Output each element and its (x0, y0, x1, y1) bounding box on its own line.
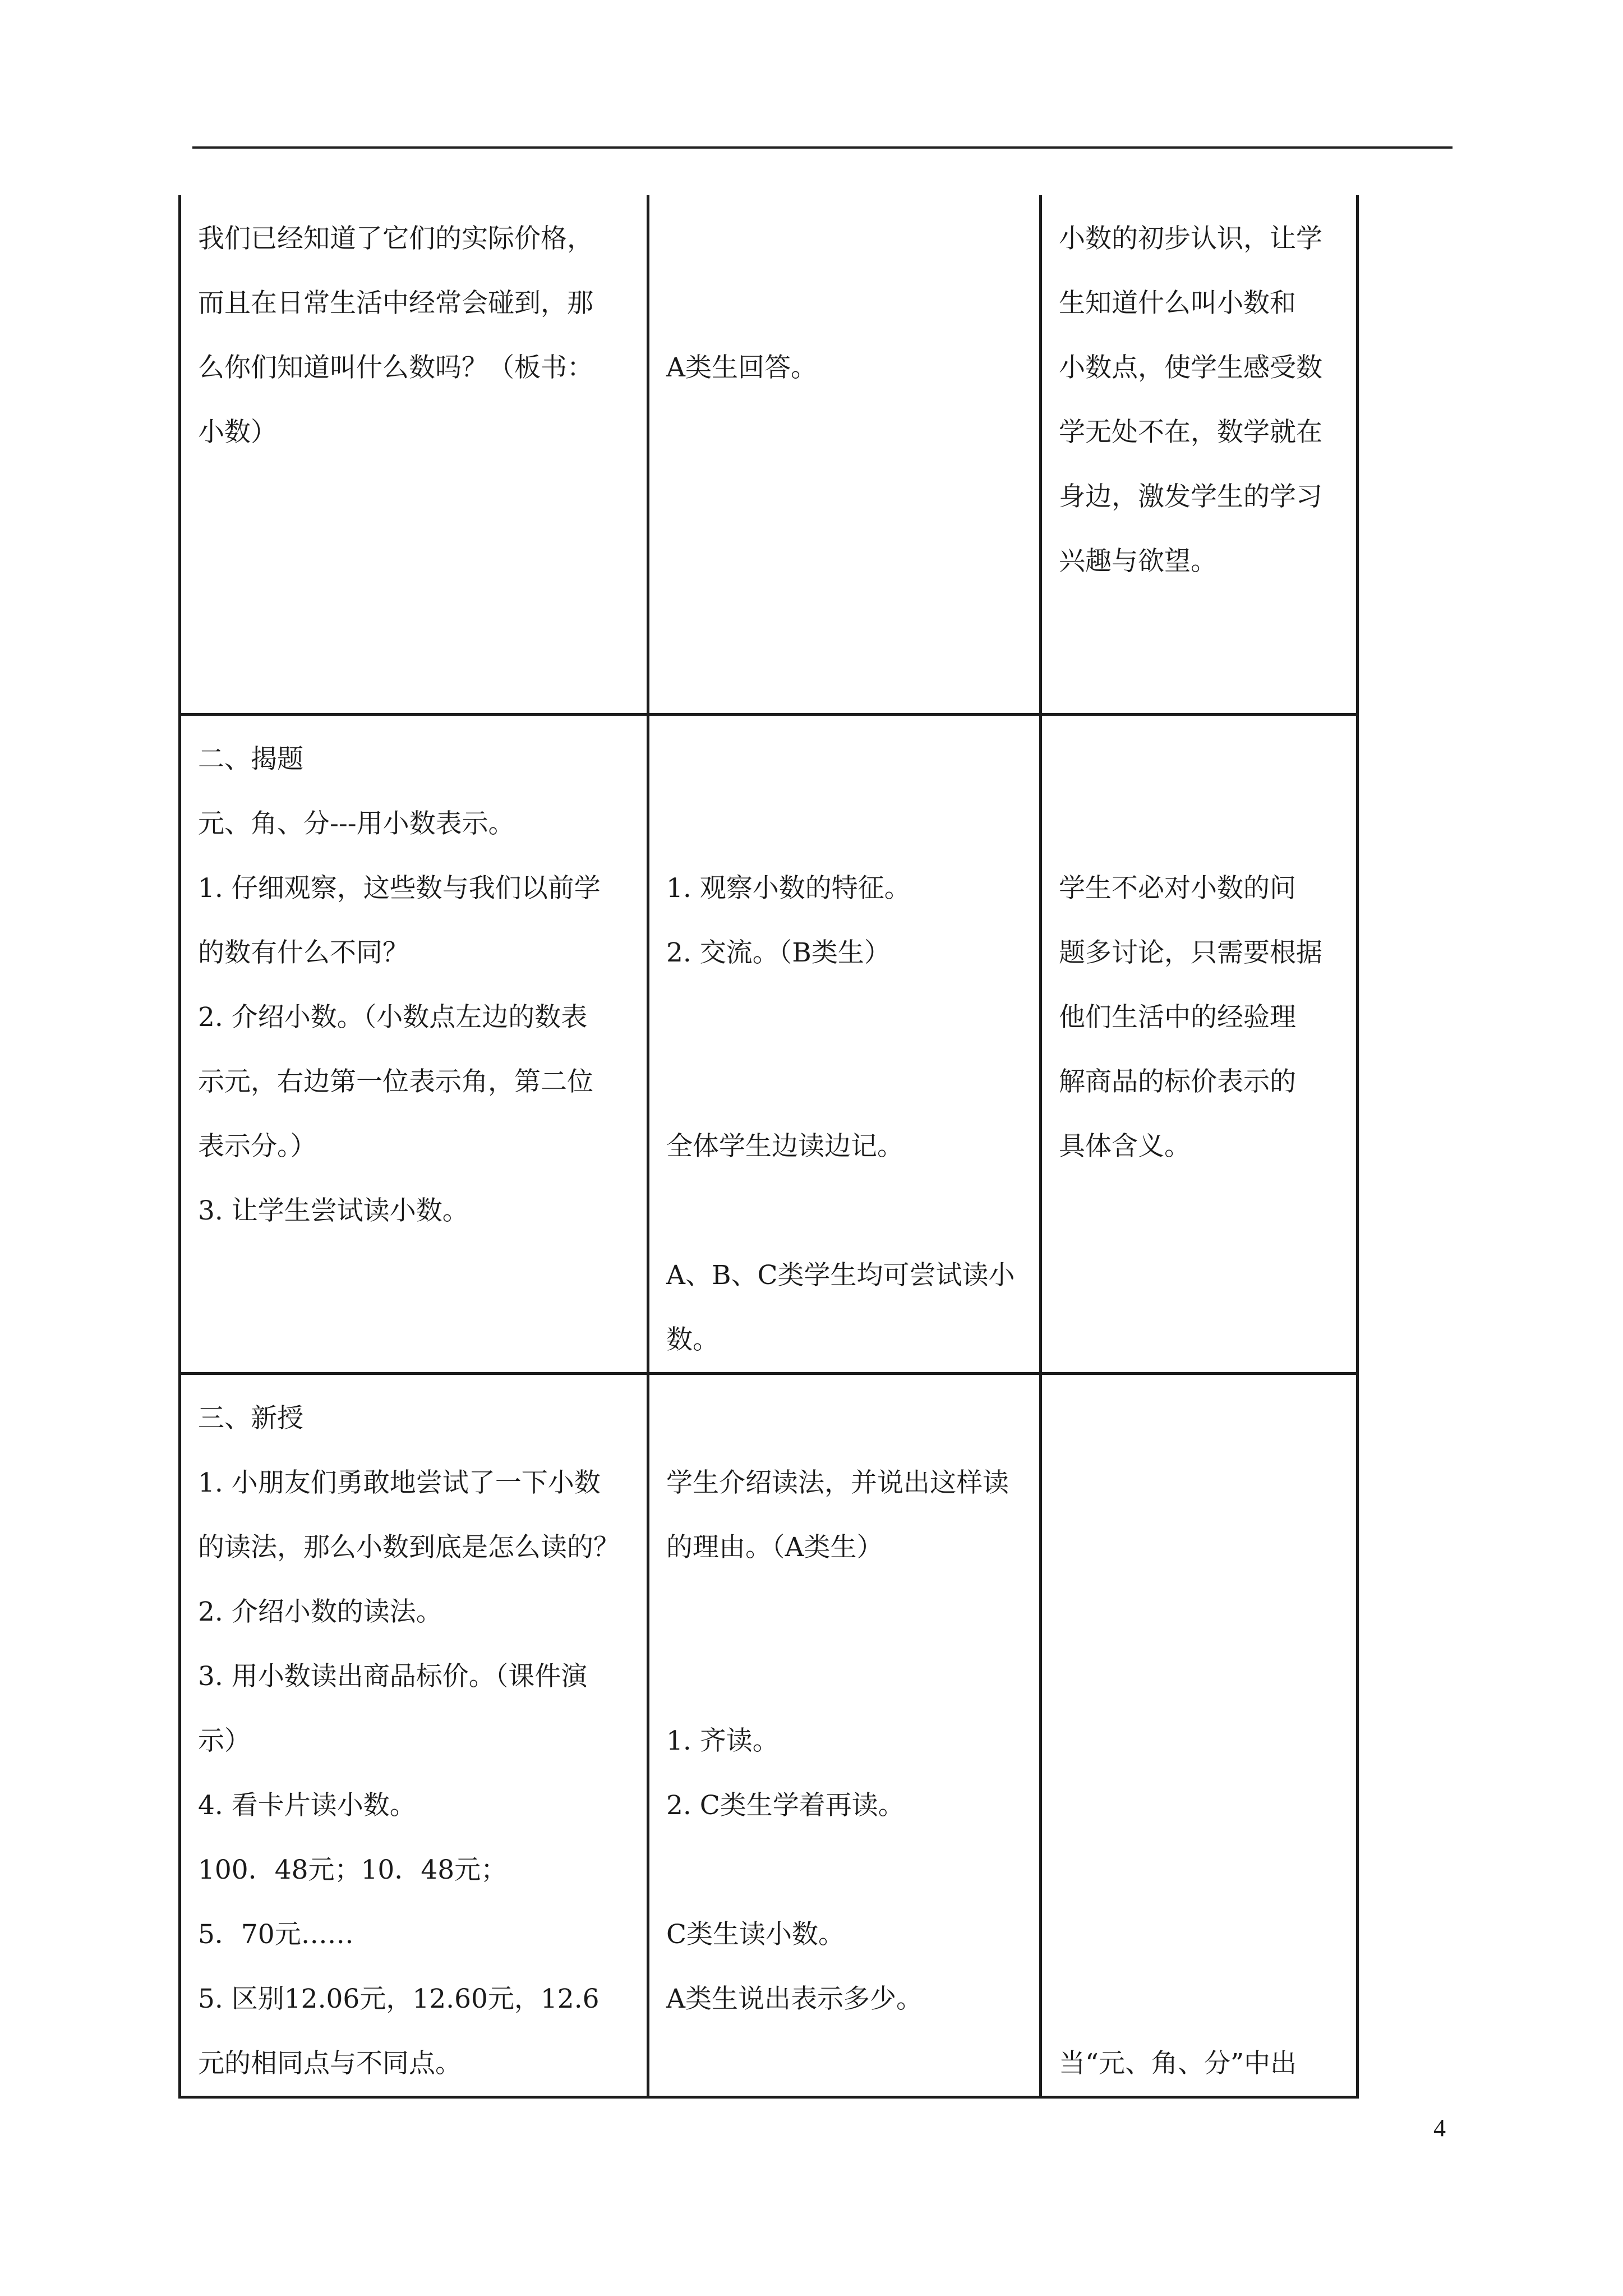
cell-line (666, 206, 1030, 271)
cell-line: 2. C类生学着再读。 (666, 1789, 905, 1821)
cell-line (666, 1644, 1030, 1709)
cell-line (1059, 1967, 1347, 2031)
cell-line: 4. 看卡片读小数。 (198, 1789, 416, 1821)
cell-line (666, 985, 1030, 1050)
cell-line: C类生读小数。 (666, 1918, 845, 1950)
cell-line: 解商品的标价表示的 (1059, 1066, 1296, 1097)
cell-line: 3. 用小数读出商品标价。（课件演 (198, 1660, 588, 1692)
cell-line: A类生说出表示多少。 (666, 1983, 923, 2014)
cell-line: 元、角、分---用小数表示。 (198, 808, 515, 839)
cell-line (1059, 792, 1347, 856)
table-row (180, 714, 1358, 1373)
design-intent-cell (1042, 1375, 1356, 2096)
cell-line (1059, 1515, 1347, 1580)
cell-line: A、B、C类学生均可尝试读小 (666, 1259, 1015, 1291)
cell-line: 的理由。（A类生） (666, 1531, 883, 1563)
design-intent-cell (1042, 716, 1356, 1179)
teacher-activity-cell (181, 1375, 647, 2096)
cell-line: A类生回答。 (666, 352, 817, 383)
cell-line: 具体含义。 (1059, 1130, 1191, 1162)
cell-line: 2. 交流。（B类生） (666, 937, 891, 968)
cell-line: 5. 区别12.06元，12.60元，12.6 (198, 1983, 600, 2014)
cell-line: 数。 (666, 1324, 719, 1355)
cell-line (666, 1050, 1030, 1114)
cell-line (666, 1838, 1030, 1902)
cell-line (666, 1179, 1030, 1243)
cell-line (666, 1386, 1030, 1451)
cell-line: 题多讨论，只需要根据 (1059, 937, 1322, 968)
teacher-activity-cell (181, 195, 647, 464)
cell-line (1059, 1644, 1347, 1709)
cell-line: 他们生活中的经验理 (1059, 1001, 1296, 1033)
cell-line: 生知道什么叫小数和 (1059, 288, 1296, 319)
cell-line: 学无处不在，数学就在 (1059, 417, 1322, 448)
cell-line: 小数的初步认识，让学 (1059, 223, 1322, 254)
cell-line: 示） (198, 1725, 251, 1756)
table-row (180, 1373, 1358, 2097)
table-row (180, 195, 1358, 714)
cell-line: 1. 小朋友们勇敢地尝试了一下小数 (198, 1467, 601, 1498)
cell-line (666, 1580, 1030, 1644)
cell-line: 么你们知道叫什么数吗？（板书： (198, 352, 593, 383)
cell-line: 而且在日常生活中经常会碰到，那 (198, 288, 593, 319)
cell-line: 当“元、角、分”中出 (1059, 2047, 1297, 2079)
cell-line: 学生介绍读法，并说出这样读 (666, 1467, 1009, 1498)
cell-line (666, 792, 1030, 856)
cell-line: 的数有什么不同？ (198, 937, 409, 968)
cell-line: 我们已经知道了它们的实际价格， (198, 223, 593, 254)
student-activity-cell (649, 1375, 1039, 2031)
cell-line: 2. 介绍小数。（小数点左边的数表 (198, 1001, 588, 1033)
cell-line (1059, 1773, 1347, 1838)
header-rule (192, 146, 1453, 149)
cell-line: 的读法，那么小数到底是怎么读的？ (198, 1531, 620, 1563)
cell-line: 1. 齐读。 (666, 1725, 779, 1756)
cell-line: 三、新授 (198, 1402, 303, 1434)
cell-line: 1. 仔细观察，这些数与我们以前学 (198, 872, 601, 904)
cell-line: 身边，激发学生的学习 (1059, 481, 1322, 512)
student-activity-cell (649, 716, 1039, 1372)
cell-line: 5．70元…… (198, 1918, 354, 1950)
cell-line (1059, 727, 1347, 792)
cell-line: 全体学生边读边记。 (666, 1130, 903, 1162)
page-number: 4 (1433, 2114, 1446, 2142)
cell-line: 学生不必对小数的问 (1059, 872, 1296, 904)
cell-line: 元的相同点与不同点。 (198, 2047, 462, 2079)
cell-line (1059, 1838, 1347, 1902)
teacher-activity-cell (181, 716, 647, 1243)
cell-line (666, 271, 1030, 335)
cell-line: 100．48元；10．48元； (198, 1854, 508, 1885)
cell-line: 示元，右边第一位表示角，第二位 (198, 1066, 593, 1097)
cell-line: 小数） (198, 417, 277, 448)
cell-line: 二、揭题 (198, 743, 303, 775)
cell-line: 3. 让学生尝试读小数。 (198, 1195, 469, 1226)
cell-line (1059, 1386, 1347, 1451)
cell-line (666, 727, 1030, 792)
cell-line (1059, 1709, 1347, 1773)
cell-line (1059, 1580, 1347, 1644)
cell-line: 1. 观察小数的特征。 (666, 872, 911, 904)
lesson-plan-table (178, 195, 1359, 2099)
cell-line: 2. 介绍小数的读法。 (198, 1596, 442, 1627)
design-intent-cell (1042, 195, 1356, 593)
cell-line: 小数点，使学生感受数 (1059, 352, 1322, 383)
cell-line: 兴趣与欲望。 (1059, 546, 1217, 577)
student-activity-cell (649, 195, 1039, 400)
cell-line (1059, 1451, 1347, 1515)
cell-line: 表示分。） (198, 1130, 317, 1162)
cell-line (1059, 1902, 1347, 1967)
